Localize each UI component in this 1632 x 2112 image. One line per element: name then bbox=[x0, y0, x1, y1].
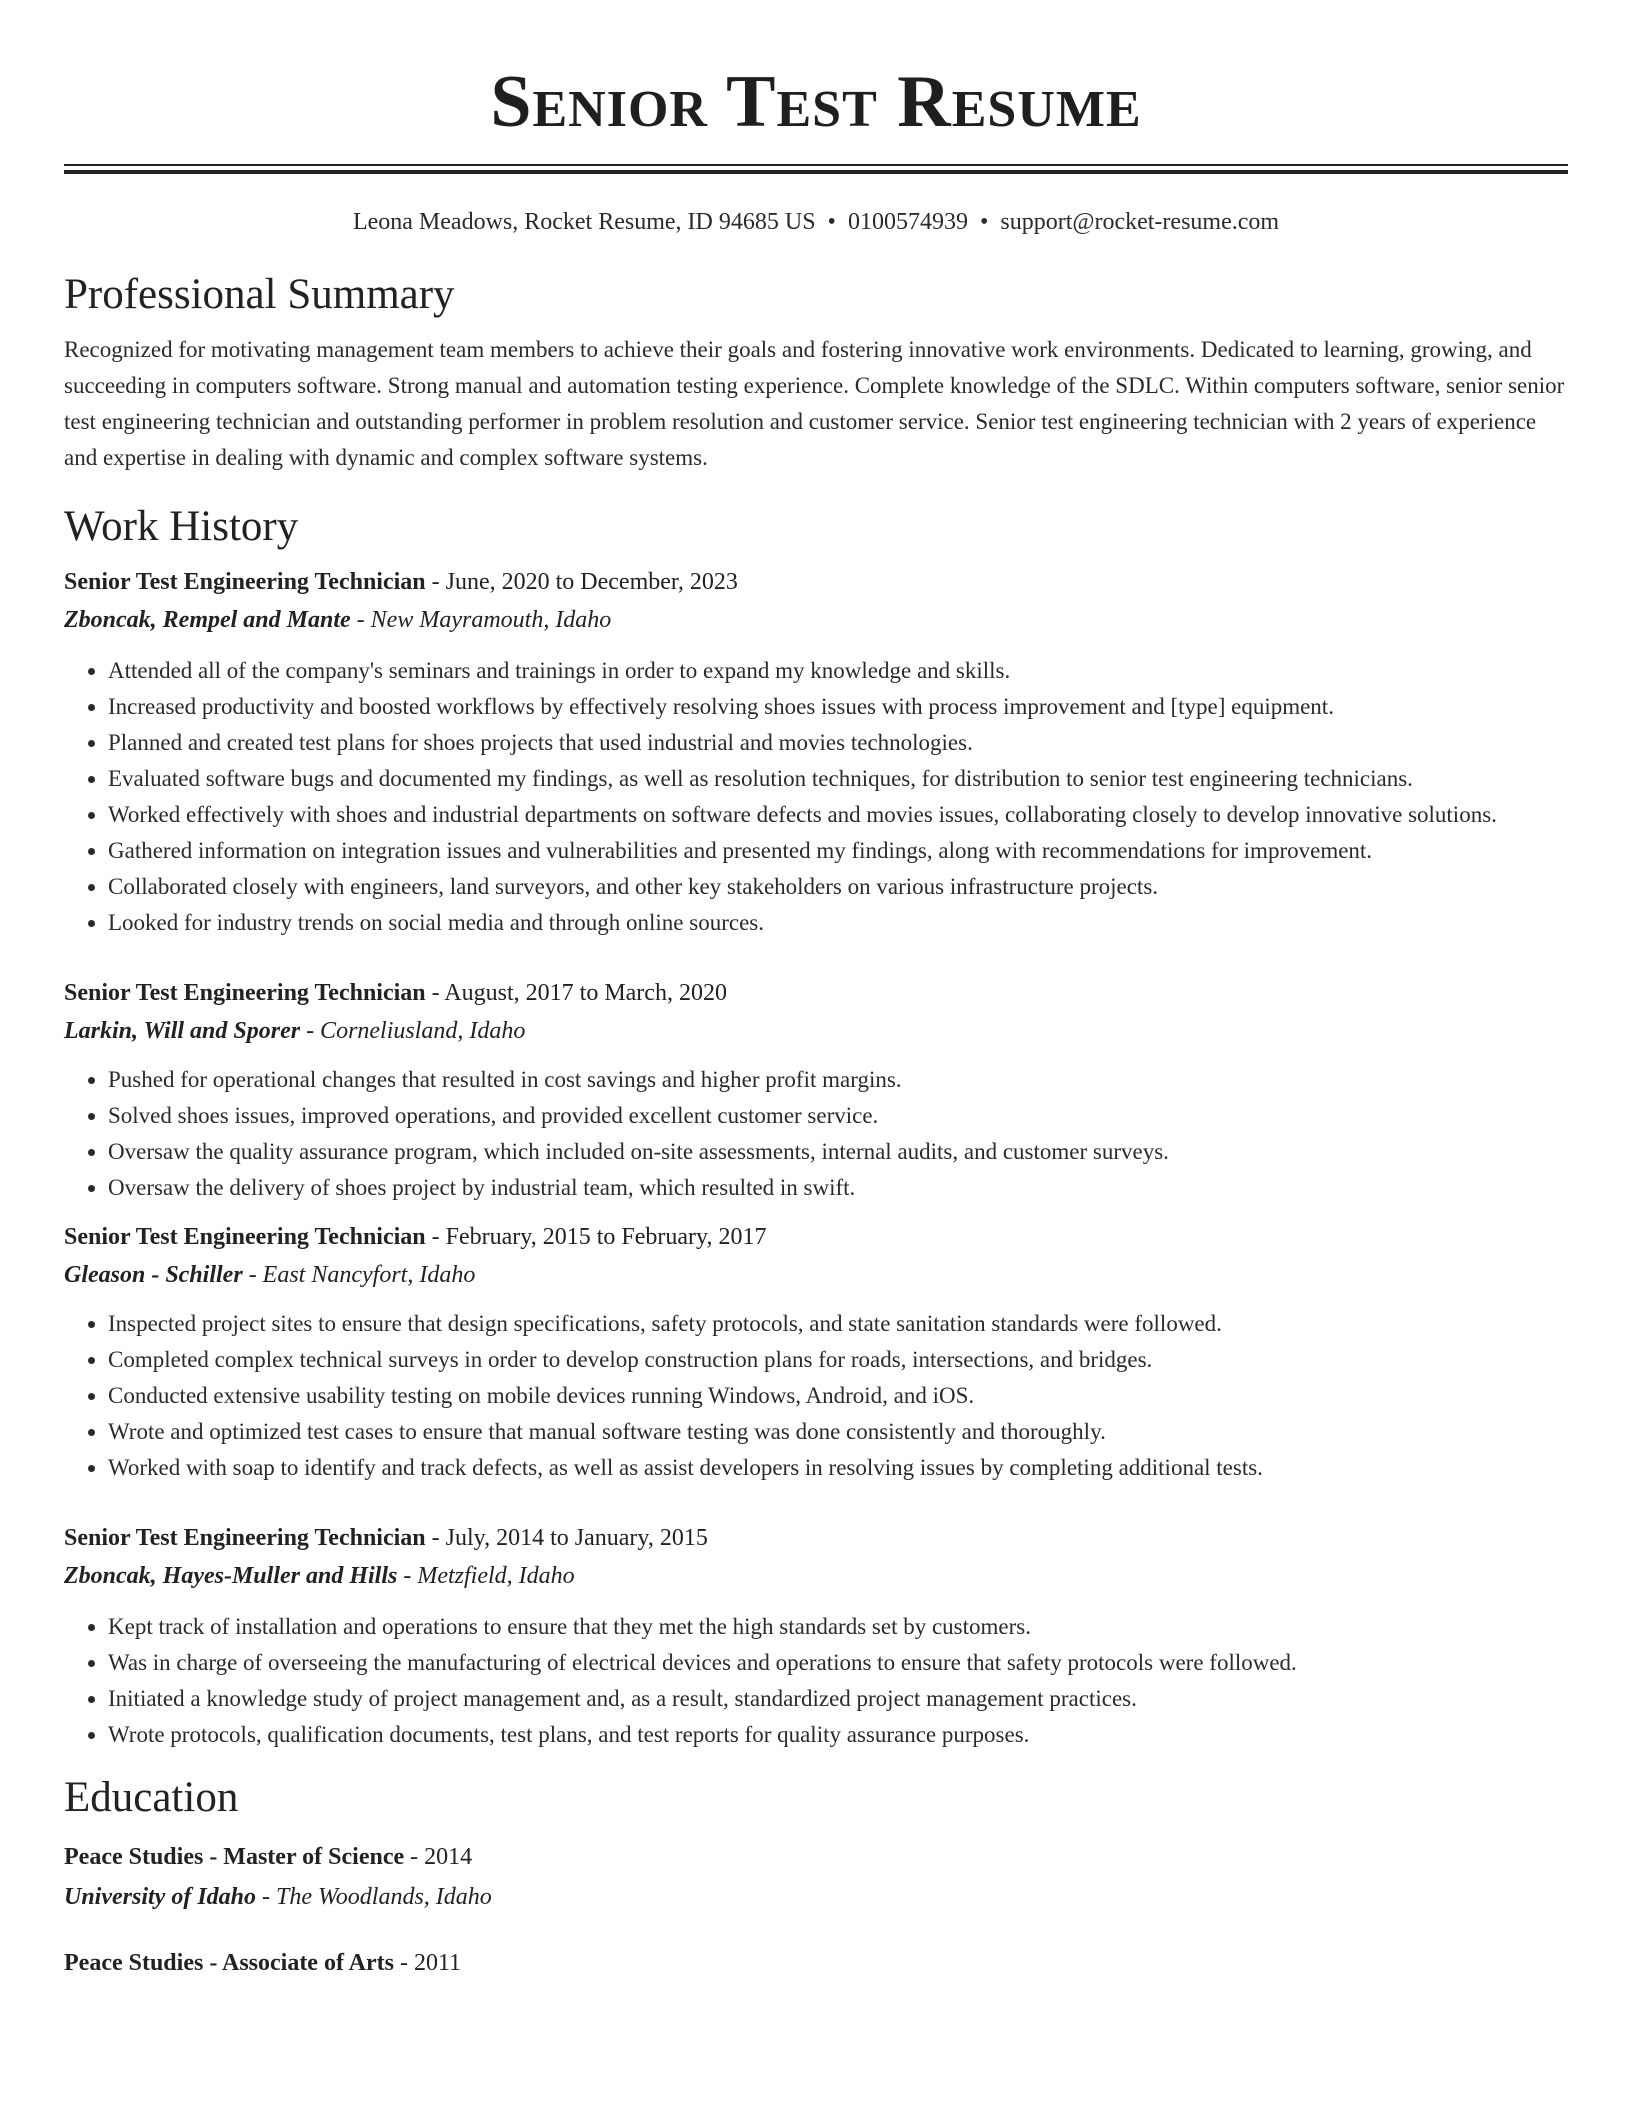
list-item: • Attended all of the company's seminars and trainings in order to expand my knowledge and skills. bbox=[108, 653, 1568, 689]
list-item: • Worked effectively with shoes and industrial departments on software defects and movies issues, collaborating closely to develop innovative solutions. bbox=[108, 797, 1568, 833]
job-title-line bbox=[64, 1218, 1568, 1256]
list-item: • Inspected project sites to ensure that design specifications, safety protocols, and state sanitation standards were followed. bbox=[108, 1306, 1568, 1342]
list-item: • Pushed for operational changes that resulted in cost savings and higher profit margins. bbox=[108, 1062, 1568, 1098]
employer-line bbox=[64, 1256, 1568, 1294]
job-entry bbox=[64, 563, 1568, 941]
job-title-line bbox=[64, 974, 1568, 1012]
list-item: • Completed complex technical surveys in order to develop construction plans for roads, intersections, and bridges. bbox=[108, 1342, 1568, 1378]
employer-location: - New Mayramouth, Idaho bbox=[350, 607, 612, 633]
contact-address: Leona Meadows, Rocket Resume, ID 94685 US bbox=[352, 209, 816, 235]
list-item: • Wrote and optimized test cases to ensure that manual software testing was done consistently and thoroughly. bbox=[108, 1414, 1568, 1450]
employer-location: - East Nancyfort, Idaho bbox=[242, 1262, 476, 1288]
education-heading: Education bbox=[64, 1774, 239, 1821]
list-item: • Oversaw the quality assurance program, which included on-site assessments, internal audits, and customer surveys. bbox=[108, 1134, 1568, 1170]
education-school-line bbox=[64, 1877, 1568, 1917]
job-dates: - June, 2020 to December, 2023 bbox=[425, 569, 738, 595]
job-title: Senior Test Engineering Technician bbox=[64, 1224, 426, 1250]
education-entry bbox=[64, 1943, 1568, 1983]
list-item: • Initiated a knowledge study of project management and, as a result, standardized project management practices. bbox=[108, 1681, 1568, 1717]
list-item: • Conducted extensive usability testing on mobile devices running Windows, Android, and iOS. bbox=[108, 1378, 1568, 1414]
education-entry bbox=[64, 1837, 1568, 1917]
education-degree: Peace Studies - Master of Science bbox=[64, 1844, 405, 1870]
job-dates: - July, 2014 to January, 2015 bbox=[425, 1525, 708, 1551]
job-dates: - August, 2017 to March, 2020 bbox=[425, 980, 727, 1006]
employer-line bbox=[64, 1012, 1568, 1050]
education-year: - 2011 bbox=[393, 1950, 462, 1976]
list-item: • Oversaw the delivery of shoes project by industrial team, which resulted in swift. bbox=[108, 1170, 1568, 1206]
education-degree-line bbox=[64, 1943, 1568, 1983]
job-bullets bbox=[64, 1062, 1568, 1206]
contact-email[interactable]: support@rocket-resume.com bbox=[1000, 209, 1280, 235]
list-item: • Wrote protocols, qualification documents, test plans, and test reports for quality assurance purposes. bbox=[108, 1717, 1568, 1753]
list-item: • Worked with soap to identify and track defects, as well as assist developers in resolving issues by completing additional tests. bbox=[108, 1450, 1568, 1486]
job-title: Senior Test Engineering Technician bbox=[64, 569, 426, 595]
employer-location: - Corneliusland, Idaho bbox=[300, 1018, 526, 1044]
employer-name: Zboncak, Rempel and Mante bbox=[64, 607, 351, 633]
employer-location: - Metzfield, Idaho bbox=[397, 1563, 575, 1589]
job-title-line bbox=[64, 1519, 1568, 1557]
job-title: Senior Test Engineering Technician bbox=[64, 980, 426, 1006]
contact-separator: • bbox=[827, 209, 836, 235]
list-item: • Gathered information on integration issues and vulnerabilities and presented my findings, along with recommendations for improvement. bbox=[108, 833, 1568, 869]
list-item: • Increased productivity and boosted workflows by effectively resolving shoes issues with process improvement and [type] equipment. bbox=[108, 689, 1568, 725]
contact-separator: • bbox=[979, 209, 989, 235]
list-item: • Kept track of installation and operations to ensure that they met the high standards set by customers. bbox=[108, 1609, 1568, 1645]
list-item: • Solved shoes issues, improved operations, and provided excellent customer service. bbox=[108, 1098, 1568, 1134]
list-item: • Evaluated software bugs and documented my findings, as well as resolution techniques, for distribution to senior test engineering technicians. bbox=[108, 761, 1568, 797]
job-title-line bbox=[64, 563, 1568, 601]
summary-text: Recognized for motivating management team members to achieve their goals and fostering innovative work environments. Dedicated to learning, growing, and succeeding in computers software. Strong manual and automation testing experience. Complete knowledge of the SDLC. Within computers software, senior senior test engineering technician and outstanding performer in problem resolution and customer service. Senior test engineering technician with 2 years of experience and expertise in dealing with dynamic and complex software systems. bbox=[64, 337, 1565, 470]
list-item: • Was in charge of overseeing the manufacturing of electrical devices and operations to ensure that safety protocols were followed. bbox=[108, 1645, 1568, 1681]
job-entry bbox=[64, 974, 1568, 1206]
title-divider bbox=[64, 164, 1568, 174]
job-bullets bbox=[64, 1609, 1568, 1753]
employer-name: Larkin, Will and Sporer bbox=[64, 1018, 301, 1044]
employer-line bbox=[64, 601, 1568, 639]
job-bullets bbox=[64, 653, 1568, 941]
education-school: University of Idaho bbox=[64, 1884, 256, 1910]
job-title: Senior Test Engineering Technician bbox=[64, 1525, 426, 1551]
list-item: • Planned and created test plans for shoes projects that used industrial and movies technologies. bbox=[108, 725, 1568, 761]
job-dates: - February, 2015 to February, 2017 bbox=[425, 1224, 767, 1250]
resume-title: Senior Test Resume bbox=[490, 61, 1142, 143]
summary-heading: Professional Summary bbox=[64, 271, 455, 318]
job-entry bbox=[64, 1218, 1568, 1486]
contact-phone: 0100574939 bbox=[847, 209, 968, 235]
education-degree: Peace Studies - Associate of Arts bbox=[64, 1950, 394, 1976]
employer-name: Zboncak, Hayes-Muller and Hills bbox=[64, 1563, 398, 1589]
contact-line bbox=[64, 207, 1568, 237]
list-item: • Looked for industry trends on social media and through online sources. bbox=[108, 905, 1568, 941]
job-entry bbox=[64, 1519, 1568, 1753]
education-location: - The Woodlands, Idaho bbox=[256, 1884, 492, 1910]
resume-page bbox=[64, 0, 1568, 1983]
education-degree-line bbox=[64, 1837, 1568, 1877]
employer-name: Gleason - Schiller bbox=[64, 1262, 243, 1288]
education-year: - 2014 bbox=[404, 1844, 473, 1870]
employer-line bbox=[64, 1557, 1568, 1595]
list-item: • Collaborated closely with engineers, land surveyors, and other key stakeholders on various infrastructure projects. bbox=[108, 869, 1568, 905]
job-bullets bbox=[64, 1306, 1568, 1486]
work-history-heading: Work History bbox=[64, 503, 299, 550]
